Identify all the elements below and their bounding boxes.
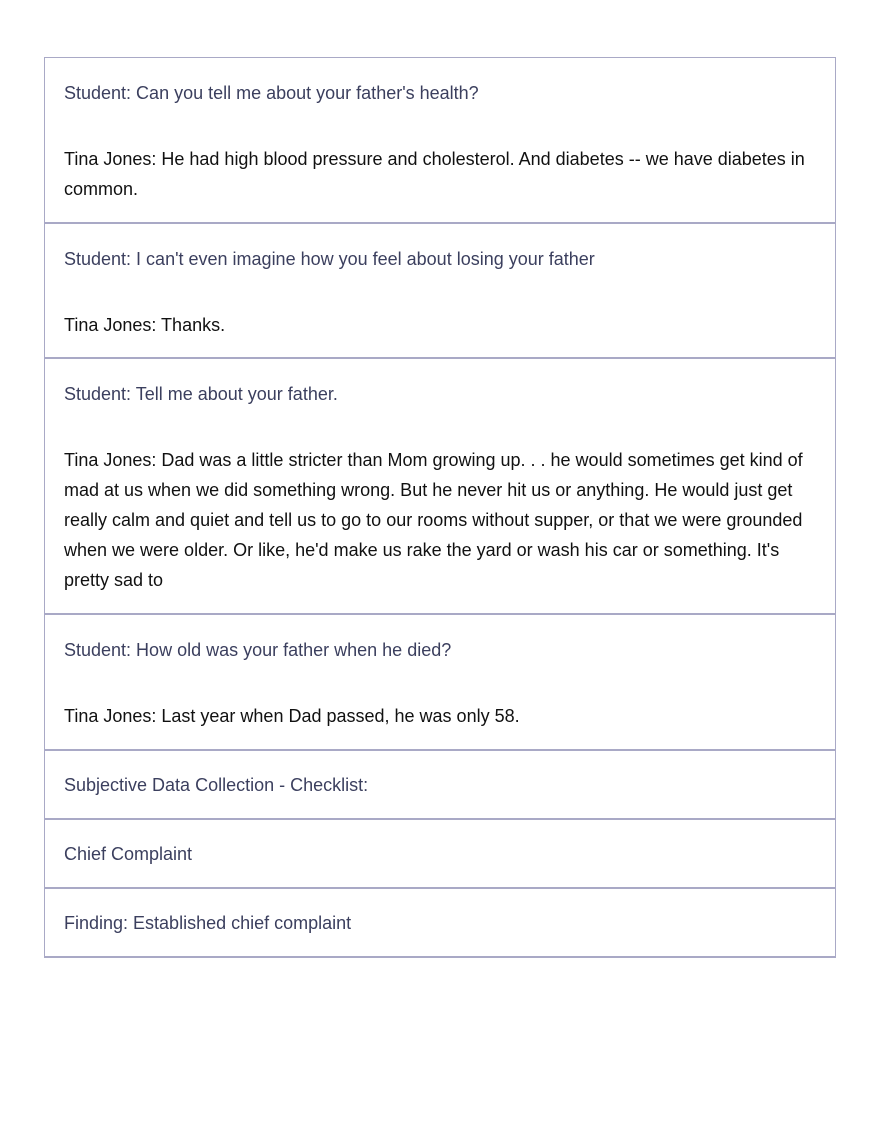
dialogue-row [45,58,835,224]
patient-answer: Tina Jones: He had high blood pressure and cholesterol. And diabetes -- we have diabetes in common. [64,149,805,199]
checklist-row [45,751,835,820]
patient-answer: Tina Jones: Thanks. [64,315,226,335]
student-question: Student: Can you tell me about your father's health? [64,83,479,103]
patient-answer: Tina Jones: Last year when Dad passed, he was only 58. [64,706,520,726]
patient-answer: Tina Jones: Dad was a little stricter than Mom growing up. . . he would sometimes get kind of mad at us when we did something wrong. But he never hit us or anything. He would just get really calm and quiet and tell us to go to our rooms without supper, or that we were grounded when we were older. Or like, he'd make us rake the yard or wash his car or something. It's pretty sad to [64,450,803,590]
student-question: Student: I can't even imagine how you feel about losing your father [64,249,595,269]
student-question: Student: Tell me about your father. [64,384,338,404]
transcript-table [44,57,836,958]
student-question: Student: How old was your father when he died? [64,640,452,660]
dialogue-row [45,359,835,615]
dialogue-row [45,224,835,359]
finding-row [45,889,835,958]
section-row [45,820,835,889]
section-title: Chief Complaint [64,844,193,864]
checklist-title: Subjective Data Collection - Checklist: [64,775,369,795]
dialogue-row [45,615,835,751]
finding-text: Finding: Established chief complaint [64,913,352,933]
